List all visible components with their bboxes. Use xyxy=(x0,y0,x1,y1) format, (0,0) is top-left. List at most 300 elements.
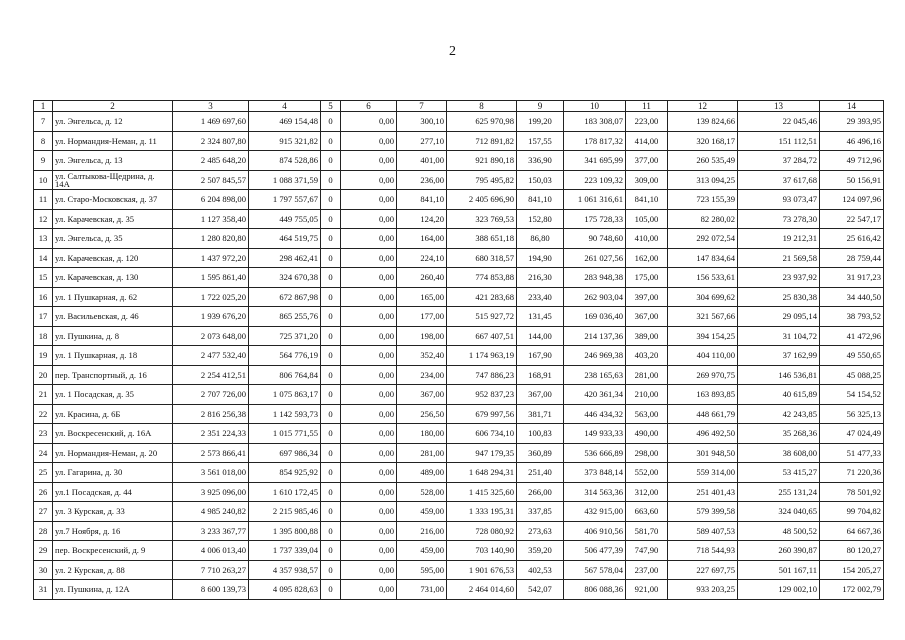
value-cell: 921 890,18 xyxy=(447,151,517,171)
value-cell: 0 xyxy=(321,424,341,444)
value-cell: 238 165,63 xyxy=(564,365,626,385)
value-cell: 667 407,51 xyxy=(447,326,517,346)
value-cell: 579 399,58 xyxy=(668,502,738,522)
value-cell: 1 648 294,31 xyxy=(447,463,517,483)
value-cell: 4 357 938,57 xyxy=(249,560,321,580)
value-cell: 0 xyxy=(321,463,341,483)
value-cell: 1 333 195,31 xyxy=(447,502,517,522)
value-cell: 320 168,17 xyxy=(668,131,738,151)
address-cell: ул. Нормандия-Неман, д. 11 xyxy=(53,131,173,151)
value-cell: 216,00 xyxy=(397,521,447,541)
column-header: 9 xyxy=(517,101,564,112)
value-cell: 42 243,85 xyxy=(738,404,820,424)
value-cell: 2 405 696,90 xyxy=(447,190,517,210)
value-cell: 227 697,75 xyxy=(668,560,738,580)
value-cell: 446 434,32 xyxy=(564,404,626,424)
column-header: 3 xyxy=(173,101,249,112)
value-cell: 34 440,50 xyxy=(820,287,884,307)
value-cell: 459,00 xyxy=(397,502,447,522)
value-cell: 501 167,11 xyxy=(738,560,820,580)
value-cell: 0,00 xyxy=(341,346,397,366)
column-header: 12 xyxy=(668,101,738,112)
value-cell: 0 xyxy=(321,248,341,268)
table-row xyxy=(34,131,884,151)
value-cell: 175 728,33 xyxy=(564,209,626,229)
value-cell: 679 997,56 xyxy=(447,404,517,424)
value-cell: 37 617,68 xyxy=(738,170,820,190)
value-cell: 281,00 xyxy=(626,365,668,385)
value-cell: 0 xyxy=(321,229,341,249)
table-row xyxy=(34,560,884,580)
address-cell: ул. Энгельса, д. 12 xyxy=(53,112,173,132)
value-cell: 952 837,23 xyxy=(447,385,517,405)
value-cell: 1 015 771,55 xyxy=(249,424,321,444)
value-cell: 564 776,19 xyxy=(249,346,321,366)
value-cell: 283 948,38 xyxy=(564,268,626,288)
row-number-cell: 11 xyxy=(34,190,53,210)
value-cell: 865 255,76 xyxy=(249,307,321,327)
value-cell: 25 616,42 xyxy=(820,229,884,249)
row-number-cell: 13 xyxy=(34,229,53,249)
page-number: 2 xyxy=(449,44,456,59)
value-cell: 165,00 xyxy=(397,287,447,307)
value-cell: 0 xyxy=(321,404,341,424)
table-row xyxy=(34,424,884,444)
value-cell: 1 174 963,19 xyxy=(447,346,517,366)
value-cell: 0,00 xyxy=(341,560,397,580)
value-cell: 301 948,50 xyxy=(668,443,738,463)
value-cell: 563,00 xyxy=(626,404,668,424)
address-cell: ул. Пушкина, д. 8 xyxy=(53,326,173,346)
value-cell: 168,91 xyxy=(517,365,564,385)
value-cell: 29 095,14 xyxy=(738,307,820,327)
column-header: 2 xyxy=(53,101,173,112)
table-body xyxy=(34,101,884,600)
row-number-cell: 31 xyxy=(34,580,53,600)
value-cell: 90 748,60 xyxy=(564,229,626,249)
value-cell: 360,89 xyxy=(517,443,564,463)
value-cell: 49 550,65 xyxy=(820,346,884,366)
row-number-cell: 15 xyxy=(34,268,53,288)
value-cell: 2 507 845,57 xyxy=(173,170,249,190)
address-cell: пер. Воскресенский, д. 9 xyxy=(53,541,173,561)
value-cell: 947 179,35 xyxy=(447,443,517,463)
value-cell: 0,00 xyxy=(341,151,397,171)
value-cell: 3 925 096,00 xyxy=(173,482,249,502)
value-cell: 663,60 xyxy=(626,502,668,522)
value-cell: 2 485 648,20 xyxy=(173,151,249,171)
value-cell: 261 027,56 xyxy=(564,248,626,268)
row-number-cell: 20 xyxy=(34,365,53,385)
value-cell: 31 104,72 xyxy=(738,326,820,346)
address-cell: ул. 1 Пушкарная, д. 18 xyxy=(53,346,173,366)
value-cell: 581,70 xyxy=(626,521,668,541)
value-cell: 404 110,00 xyxy=(668,346,738,366)
value-cell: 22 045,46 xyxy=(738,112,820,132)
row-number-cell: 21 xyxy=(34,385,53,405)
value-cell: 21 569,58 xyxy=(738,248,820,268)
value-cell: 64 667,36 xyxy=(820,521,884,541)
value-cell: 723 155,39 xyxy=(668,190,738,210)
value-cell: 341 695,99 xyxy=(564,151,626,171)
value-cell: 1 415 325,60 xyxy=(447,482,517,502)
value-cell: 381,71 xyxy=(517,404,564,424)
value-cell: 4 006 013,40 xyxy=(173,541,249,561)
value-cell: 841,10 xyxy=(626,190,668,210)
value-cell: 82 280,02 xyxy=(668,209,738,229)
value-cell: 210,00 xyxy=(626,385,668,405)
row-number-cell: 8 xyxy=(34,131,53,151)
column-header: 11 xyxy=(626,101,668,112)
row-number-cell: 30 xyxy=(34,560,53,580)
value-cell: 251 401,43 xyxy=(668,482,738,502)
value-cell: 774 853,88 xyxy=(447,268,517,288)
value-cell: 169 036,40 xyxy=(564,307,626,327)
row-number-cell: 26 xyxy=(34,482,53,502)
value-cell: 178 817,32 xyxy=(564,131,626,151)
value-cell: 269 970,75 xyxy=(668,365,738,385)
value-cell: 7 710 263,27 xyxy=(173,560,249,580)
value-cell: 401,00 xyxy=(397,151,447,171)
table-row xyxy=(34,482,884,502)
value-cell: 149 933,33 xyxy=(564,424,626,444)
table-row xyxy=(34,326,884,346)
value-cell: 6 204 898,00 xyxy=(173,190,249,210)
address-cell: ул. 1 Посадская, д. 35 xyxy=(53,385,173,405)
value-cell: 2 707 726,00 xyxy=(173,385,249,405)
value-cell: 552,00 xyxy=(626,463,668,483)
value-cell: 448 661,79 xyxy=(668,404,738,424)
value-cell: 46 496,16 xyxy=(820,131,884,151)
value-cell: 0,00 xyxy=(341,229,397,249)
value-cell: 19 212,31 xyxy=(738,229,820,249)
value-cell: 0,00 xyxy=(341,287,397,307)
value-cell: 157,55 xyxy=(517,131,564,151)
value-cell: 432 915,00 xyxy=(564,502,626,522)
value-cell: 1 901 676,53 xyxy=(447,560,517,580)
value-cell: 144,00 xyxy=(517,326,564,346)
value-cell: 0,00 xyxy=(341,463,397,483)
value-cell: 515 927,72 xyxy=(447,307,517,327)
value-cell: 680 318,57 xyxy=(447,248,517,268)
value-cell: 421 283,68 xyxy=(447,287,517,307)
address-cell: пер. Транспортный, д. 16 xyxy=(53,365,173,385)
value-cell: 37 284,72 xyxy=(738,151,820,171)
value-cell: 496 492,50 xyxy=(668,424,738,444)
table-row xyxy=(34,502,884,522)
value-cell: 236,00 xyxy=(397,170,447,190)
value-cell: 262 903,04 xyxy=(564,287,626,307)
value-cell: 1 939 676,20 xyxy=(173,307,249,327)
value-cell: 0,00 xyxy=(341,482,397,502)
column-header: 7 xyxy=(397,101,447,112)
value-cell: 0,00 xyxy=(341,385,397,405)
value-cell: 625 970,98 xyxy=(447,112,517,132)
value-cell: 214 137,36 xyxy=(564,326,626,346)
value-cell: 129 002,10 xyxy=(738,580,820,600)
address-cell: ул. Васильевская, д. 46 xyxy=(53,307,173,327)
value-cell: 260,40 xyxy=(397,268,447,288)
value-cell: 0,00 xyxy=(341,443,397,463)
value-cell: 469 154,48 xyxy=(249,112,321,132)
value-cell: 3 233 367,77 xyxy=(173,521,249,541)
value-cell: 1 737 339,04 xyxy=(249,541,321,561)
address-cell: ул. Нормандия-Неман, д. 20 xyxy=(53,443,173,463)
value-cell: 0 xyxy=(321,287,341,307)
value-cell: 489,00 xyxy=(397,463,447,483)
value-cell: 0 xyxy=(321,443,341,463)
value-cell: 0,00 xyxy=(341,580,397,600)
value-cell: 841,10 xyxy=(397,190,447,210)
value-cell: 410,00 xyxy=(626,229,668,249)
value-cell: 1 075 863,17 xyxy=(249,385,321,405)
column-header: 13 xyxy=(738,101,820,112)
value-cell: 37 162,99 xyxy=(738,346,820,366)
value-cell: 367,00 xyxy=(626,307,668,327)
table-row xyxy=(34,248,884,268)
table-row xyxy=(34,443,884,463)
value-cell: 139 824,66 xyxy=(668,112,738,132)
address-cell: ул.1 Посадская, д. 44 xyxy=(53,482,173,502)
row-number-cell: 23 xyxy=(34,424,53,444)
value-cell: 175,00 xyxy=(626,268,668,288)
value-cell: 0 xyxy=(321,482,341,502)
value-cell: 536 666,89 xyxy=(564,443,626,463)
value-cell: 312,00 xyxy=(626,482,668,502)
value-cell: 725 371,20 xyxy=(249,326,321,346)
value-cell: 0 xyxy=(321,385,341,405)
row-number-cell: 25 xyxy=(34,463,53,483)
value-cell: 672 867,98 xyxy=(249,287,321,307)
row-number-cell: 29 xyxy=(34,541,53,561)
value-cell: 0 xyxy=(321,209,341,229)
row-number-cell: 10 xyxy=(34,170,53,190)
table-row xyxy=(34,190,884,210)
table-row xyxy=(34,112,884,132)
value-cell: 377,00 xyxy=(626,151,668,171)
value-cell: 1 061 316,61 xyxy=(564,190,626,210)
value-cell: 747,90 xyxy=(626,541,668,561)
value-cell: 22 547,17 xyxy=(820,209,884,229)
value-cell: 2 464 014,60 xyxy=(447,580,517,600)
value-cell: 47 024,49 xyxy=(820,424,884,444)
value-cell: 0 xyxy=(321,560,341,580)
value-cell: 124,20 xyxy=(397,209,447,229)
value-cell: 0,00 xyxy=(341,190,397,210)
value-cell: 0,00 xyxy=(341,365,397,385)
value-cell: 0 xyxy=(321,190,341,210)
value-cell: 0,00 xyxy=(341,326,397,346)
table-row xyxy=(34,151,884,171)
value-cell: 0,00 xyxy=(341,502,397,522)
value-cell: 1 437 972,20 xyxy=(173,248,249,268)
value-cell: 304 699,62 xyxy=(668,287,738,307)
value-cell: 53 415,27 xyxy=(738,463,820,483)
value-cell: 48 500,52 xyxy=(738,521,820,541)
value-cell: 0,00 xyxy=(341,404,397,424)
value-cell: 367,00 xyxy=(397,385,447,405)
value-cell: 747 886,23 xyxy=(447,365,517,385)
address-cell: ул. Карачевская, д. 120 xyxy=(53,248,173,268)
value-cell: 1 722 025,20 xyxy=(173,287,249,307)
value-cell: 233,40 xyxy=(517,287,564,307)
address-cell: ул. Красина, д. 6Б xyxy=(53,404,173,424)
value-cell: 23 937,92 xyxy=(738,268,820,288)
value-cell: 0 xyxy=(321,151,341,171)
value-cell: 389,00 xyxy=(626,326,668,346)
value-cell: 718 544,93 xyxy=(668,541,738,561)
value-cell: 71 220,36 xyxy=(820,463,884,483)
value-cell: 697 986,34 xyxy=(249,443,321,463)
value-cell: 403,20 xyxy=(626,346,668,366)
value-cell: 314 563,36 xyxy=(564,482,626,502)
value-cell: 0,00 xyxy=(341,131,397,151)
value-cell: 150,03 xyxy=(517,170,564,190)
value-cell: 2 254 412,51 xyxy=(173,365,249,385)
value-cell: 414,00 xyxy=(626,131,668,151)
address-cell: ул. Энгельса, д. 13 xyxy=(53,151,173,171)
value-cell: 256,50 xyxy=(397,404,447,424)
value-cell: 0,00 xyxy=(341,248,397,268)
value-cell: 854 925,92 xyxy=(249,463,321,483)
value-cell: 309,00 xyxy=(626,170,668,190)
value-cell: 2 573 866,41 xyxy=(173,443,249,463)
value-cell: 2 816 256,38 xyxy=(173,404,249,424)
table-row xyxy=(34,268,884,288)
value-cell: 51 477,33 xyxy=(820,443,884,463)
value-cell: 915 321,82 xyxy=(249,131,321,151)
value-cell: 2 477 532,40 xyxy=(173,346,249,366)
value-cell: 933 203,25 xyxy=(668,580,738,600)
value-cell: 559 314,00 xyxy=(668,463,738,483)
value-cell: 131,45 xyxy=(517,307,564,327)
value-cell: 38 608,00 xyxy=(738,443,820,463)
value-cell: 0,00 xyxy=(341,112,397,132)
value-cell: 292 072,54 xyxy=(668,229,738,249)
value-cell: 180,00 xyxy=(397,424,447,444)
value-cell: 0 xyxy=(321,365,341,385)
address-cell: ул.7 Ноября, д. 16 xyxy=(53,521,173,541)
address-cell: ул. Карачевская, д. 35 xyxy=(53,209,173,229)
value-cell: 2 073 648,00 xyxy=(173,326,249,346)
value-cell: 223 109,32 xyxy=(564,170,626,190)
value-cell: 298,00 xyxy=(626,443,668,463)
value-cell: 795 495,82 xyxy=(447,170,517,190)
value-cell: 255 131,24 xyxy=(738,482,820,502)
row-number-cell: 28 xyxy=(34,521,53,541)
value-cell: 147 834,64 xyxy=(668,248,738,268)
table-row xyxy=(34,404,884,424)
value-cell: 93 073,47 xyxy=(738,190,820,210)
table-row xyxy=(34,541,884,561)
value-cell: 2 351 224,33 xyxy=(173,424,249,444)
value-cell: 2 324 807,80 xyxy=(173,131,249,151)
value-cell: 40 615,89 xyxy=(738,385,820,405)
value-cell: 394 154,25 xyxy=(668,326,738,346)
value-cell: 589 407,53 xyxy=(668,521,738,541)
value-cell: 152,80 xyxy=(517,209,564,229)
value-cell: 0 xyxy=(321,131,341,151)
value-cell: 45 088,25 xyxy=(820,365,884,385)
value-cell: 0,00 xyxy=(341,209,397,229)
address-cell: ул. 2 Курская, д. 88 xyxy=(53,560,173,580)
value-cell: 1 395 800,88 xyxy=(249,521,321,541)
value-cell: 0 xyxy=(321,521,341,541)
value-cell: 712 891,82 xyxy=(447,131,517,151)
value-cell: 246 969,38 xyxy=(564,346,626,366)
value-cell: 1 127 358,40 xyxy=(173,209,249,229)
value-cell: 54 154,52 xyxy=(820,385,884,405)
column-header: 8 xyxy=(447,101,517,112)
value-cell: 388 651,18 xyxy=(447,229,517,249)
value-cell: 0,00 xyxy=(341,170,397,190)
value-cell: 1 142 593,73 xyxy=(249,404,321,424)
table-row xyxy=(34,385,884,405)
value-cell: 321 567,66 xyxy=(668,307,738,327)
value-cell: 237,00 xyxy=(626,560,668,580)
value-cell: 224,10 xyxy=(397,248,447,268)
value-cell: 100,83 xyxy=(517,424,564,444)
value-cell: 154 205,27 xyxy=(820,560,884,580)
column-header: 14 xyxy=(820,101,884,112)
value-cell: 105,00 xyxy=(626,209,668,229)
value-cell: 0 xyxy=(321,346,341,366)
address-cell: ул. Салтыкова-Щедрина, д. 14А xyxy=(53,170,173,190)
value-cell: 234,00 xyxy=(397,365,447,385)
value-cell: 31 917,23 xyxy=(820,268,884,288)
value-cell: 397,00 xyxy=(626,287,668,307)
column-header: 4 xyxy=(249,101,321,112)
value-cell: 567 578,04 xyxy=(564,560,626,580)
column-header: 6 xyxy=(341,101,397,112)
value-cell: 273,63 xyxy=(517,521,564,541)
value-cell: 506 477,39 xyxy=(564,541,626,561)
value-cell: 1 797 557,67 xyxy=(249,190,321,210)
value-cell: 198,00 xyxy=(397,326,447,346)
table-row xyxy=(34,521,884,541)
value-cell: 0,00 xyxy=(341,268,397,288)
value-cell: 359,20 xyxy=(517,541,564,561)
value-cell: 99 704,82 xyxy=(820,502,884,522)
table-row xyxy=(34,346,884,366)
value-cell: 50 156,91 xyxy=(820,170,884,190)
value-cell: 8 600 139,73 xyxy=(173,580,249,600)
value-cell: 223,00 xyxy=(626,112,668,132)
row-number-cell: 12 xyxy=(34,209,53,229)
value-cell: 806 764,84 xyxy=(249,365,321,385)
value-cell: 151 112,51 xyxy=(738,131,820,151)
column-header: 1 xyxy=(34,101,53,112)
value-cell: 199,20 xyxy=(517,112,564,132)
value-cell: 731,00 xyxy=(397,580,447,600)
value-cell: 313 094,25 xyxy=(668,170,738,190)
row-number-cell: 9 xyxy=(34,151,53,171)
row-number-cell: 16 xyxy=(34,287,53,307)
value-cell: 73 278,30 xyxy=(738,209,820,229)
value-cell: 921,00 xyxy=(626,580,668,600)
value-cell: 0 xyxy=(321,268,341,288)
value-cell: 0 xyxy=(321,580,341,600)
address-cell: ул. Воскресенский, д. 16А xyxy=(53,424,173,444)
value-cell: 464 519,75 xyxy=(249,229,321,249)
address-cell: ул. Старо-Московская, д. 37 xyxy=(53,190,173,210)
value-cell: 164,00 xyxy=(397,229,447,249)
value-cell: 324 040,65 xyxy=(738,502,820,522)
value-cell: 542,07 xyxy=(517,580,564,600)
value-cell: 0,00 xyxy=(341,307,397,327)
value-cell: 3 561 018,00 xyxy=(173,463,249,483)
table-row xyxy=(34,229,884,249)
